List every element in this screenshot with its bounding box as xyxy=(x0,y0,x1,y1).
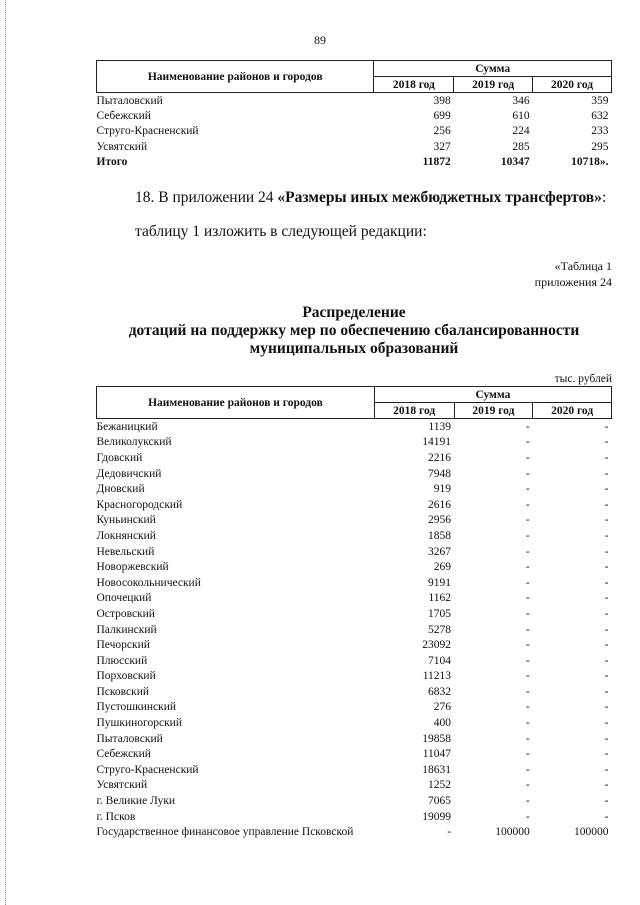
paragraph-amendment-prefix: 18. В приложении 24 xyxy=(135,189,278,206)
paragraph-amendment xyxy=(135,189,606,207)
title-line1: Распределение xyxy=(302,304,406,321)
row-name: Великолукский xyxy=(96,436,172,449)
value-2020: - xyxy=(604,607,609,620)
table-row xyxy=(97,653,612,669)
table-row xyxy=(97,637,612,653)
value-2020: - xyxy=(604,483,609,496)
value-2018: 7065 xyxy=(428,795,452,808)
total-2018: 11872 xyxy=(422,156,451,169)
value-2018: - xyxy=(447,826,452,839)
row-name: Псковский xyxy=(96,685,150,698)
value-2018: 11213 xyxy=(422,670,452,683)
value-2019: - xyxy=(525,498,530,511)
value-2019: - xyxy=(525,810,530,823)
value-2018: 6832 xyxy=(428,685,452,698)
value-2020: - xyxy=(604,685,609,698)
value-2019: - xyxy=(525,529,530,542)
value-2019: 285 xyxy=(512,140,530,153)
total-label: Итого xyxy=(96,156,128,169)
value-2019: - xyxy=(525,717,530,730)
row-name: Новоржевский xyxy=(96,561,169,574)
table-row xyxy=(97,108,612,123)
table-row xyxy=(97,419,612,435)
value-2018: 327 xyxy=(433,140,451,153)
value-2020: - xyxy=(604,701,609,714)
value-2020: - xyxy=(604,763,609,776)
column-header-year: 2020 год xyxy=(533,77,612,93)
column-header-name: Наименование районов и городов xyxy=(97,61,374,93)
value-2019: 610 xyxy=(512,110,530,123)
value-2019: - xyxy=(525,592,530,605)
value-2019: - xyxy=(525,607,530,620)
value-2020: 295 xyxy=(591,140,609,153)
value-2018: 1858 xyxy=(428,529,452,542)
value-2020: - xyxy=(604,545,609,558)
value-2019: 100000 xyxy=(495,826,530,839)
table-row xyxy=(97,824,612,840)
value-2020: - xyxy=(604,639,609,652)
value-2018: 699 xyxy=(433,110,451,123)
table-row xyxy=(97,622,612,638)
value-2018: 7104 xyxy=(428,654,452,667)
paragraph-amendment-suffix: : xyxy=(601,189,607,206)
table-row xyxy=(97,528,612,544)
value-2020: 632 xyxy=(591,110,609,123)
value-2020: - xyxy=(604,420,609,433)
value-2018: 276 xyxy=(433,701,452,714)
row-name: Себежский xyxy=(96,748,151,761)
value-2020: - xyxy=(604,717,609,730)
column-header-year: 2018 год xyxy=(374,403,454,419)
column-header-year: 2019 год xyxy=(454,403,533,419)
value-2018: 14191 xyxy=(422,436,452,449)
row-name: Струго-Красненский xyxy=(96,125,199,138)
value-2020: 233 xyxy=(591,125,609,138)
value-2018: 919 xyxy=(433,483,452,496)
value-2018: 2216 xyxy=(428,451,452,464)
column-header-year: 2018 год xyxy=(374,77,454,93)
row-name: Пыталовский xyxy=(96,94,163,107)
value-2019: - xyxy=(525,514,530,527)
table-row xyxy=(97,715,612,731)
value-2019: - xyxy=(525,561,530,574)
column-header-year: 2020 год xyxy=(533,403,612,419)
value-2018: 7948 xyxy=(428,467,452,480)
column-header-sum: Сумма xyxy=(374,387,611,403)
value-2018: 269 xyxy=(433,561,452,574)
title-line2: дотаций на поддержку мер по обеспечению сбалансированности xyxy=(128,322,580,339)
row-name: Новосокольнический xyxy=(96,576,201,589)
value-2018: 1162 xyxy=(428,592,452,605)
row-name: Печорский xyxy=(96,639,150,652)
table-row xyxy=(97,591,612,607)
row-name: Палкинский xyxy=(96,623,157,636)
value-2019: - xyxy=(525,763,530,776)
table-row xyxy=(97,497,612,513)
row-name: г. Великие Луки xyxy=(96,795,176,808)
table-row xyxy=(97,669,612,685)
value-2020: 100000 xyxy=(574,826,609,839)
value-2018: 1252 xyxy=(428,779,452,792)
table-row xyxy=(97,544,612,560)
value-2018: 19099 xyxy=(422,810,452,823)
value-2018: 256 xyxy=(433,125,451,138)
value-2020: - xyxy=(604,592,609,605)
value-2018: 398 xyxy=(433,94,451,107)
paragraph-amendment-bold: «Размеры иных межбюджетных трансфертов» xyxy=(277,189,602,206)
value-2020: 359 xyxy=(591,94,609,107)
left-margin-dotted-rule xyxy=(5,0,6,905)
table-row xyxy=(97,746,612,762)
value-2020: - xyxy=(604,748,609,761)
row-name: Островский xyxy=(96,607,155,620)
value-2019: 224 xyxy=(512,125,530,138)
row-name: Опочецкий xyxy=(96,592,152,605)
value-2019: - xyxy=(525,576,530,589)
column-header-year: 2019 год xyxy=(454,77,533,93)
value-2019: - xyxy=(525,436,530,449)
value-2019: - xyxy=(525,420,530,433)
row-name: Государственное финансовое управление Псковской xyxy=(96,826,354,839)
value-2019: - xyxy=(525,701,530,714)
table-row xyxy=(97,93,612,109)
row-name: Порховский xyxy=(96,670,156,683)
value-2018: 3267 xyxy=(428,545,452,558)
value-2019: - xyxy=(525,732,530,745)
units-label: тыс. рублей xyxy=(554,373,612,385)
value-2019: - xyxy=(525,670,530,683)
row-name: Невельский xyxy=(96,545,155,558)
value-2019: - xyxy=(525,467,530,480)
row-name: Красногородский xyxy=(96,498,183,511)
value-2020: - xyxy=(604,576,609,589)
table-row xyxy=(97,124,612,139)
value-2019: - xyxy=(525,483,530,496)
table-row xyxy=(97,778,612,794)
table-row xyxy=(97,793,612,809)
value-2018: 11047 xyxy=(422,748,452,761)
table-row xyxy=(97,762,612,778)
value-2019: - xyxy=(525,639,530,652)
table-reference-line2: приложения 24 xyxy=(534,275,612,289)
value-2018: 18631 xyxy=(422,763,452,776)
row-name: Пустошкинский xyxy=(96,701,177,714)
value-2020: - xyxy=(604,779,609,792)
page-number: 89 xyxy=(314,33,326,47)
table-title xyxy=(96,304,612,358)
table-reference xyxy=(535,258,612,290)
table-row xyxy=(97,809,612,825)
total-row xyxy=(97,155,612,170)
value-2018: 400 xyxy=(433,717,452,730)
row-name: Пыталовский xyxy=(96,732,163,745)
value-2019: 346 xyxy=(512,94,530,107)
value-2019: - xyxy=(525,685,530,698)
row-name: Локнянский xyxy=(96,529,156,542)
value-2020: - xyxy=(604,498,609,511)
value-2018: 9191 xyxy=(428,576,452,589)
value-2018: 5278 xyxy=(428,623,452,636)
value-2019: - xyxy=(525,779,530,792)
value-2020: - xyxy=(604,467,609,480)
value-2020: - xyxy=(604,561,609,574)
table-row xyxy=(97,466,612,482)
table-row xyxy=(97,450,612,466)
table-continuation xyxy=(96,60,612,170)
table-row xyxy=(97,700,612,716)
table-row xyxy=(97,139,612,154)
table-row xyxy=(97,435,612,451)
paragraph-instruction: таблицу 1 изложить в следующей редакции: xyxy=(135,223,427,240)
value-2020: - xyxy=(604,623,609,636)
value-2020: - xyxy=(604,810,609,823)
table-distribution xyxy=(96,386,612,840)
row-name: Усвятский xyxy=(96,140,148,153)
value-2018: 19858 xyxy=(422,732,452,745)
value-2018: 1705 xyxy=(428,607,452,620)
table-row xyxy=(97,606,612,622)
table-row xyxy=(97,575,612,591)
table-row xyxy=(97,731,612,747)
total-2019: 10347 xyxy=(500,156,530,169)
row-name: Плюсский xyxy=(96,654,148,667)
value-2020: - xyxy=(604,795,609,808)
value-2020: - xyxy=(604,670,609,683)
row-name: г. Псков xyxy=(96,810,136,823)
value-2020: - xyxy=(604,529,609,542)
value-2020: - xyxy=(604,451,609,464)
total-2020: 10718». xyxy=(571,156,609,169)
column-header-sum: Сумма xyxy=(374,61,612,77)
table-row xyxy=(97,513,612,529)
value-2020: - xyxy=(604,732,609,745)
value-2018: 2616 xyxy=(428,498,452,511)
title-line3: муниципальных образований xyxy=(249,340,459,357)
row-name: Куньинский xyxy=(96,514,156,527)
column-header-name: Наименование районов и городов xyxy=(97,387,375,419)
value-2019: - xyxy=(525,451,530,464)
table-row xyxy=(97,481,612,497)
value-2019: - xyxy=(525,654,530,667)
row-name: Себежский xyxy=(96,110,151,123)
table-row xyxy=(97,559,612,575)
row-name: Дедовичский xyxy=(96,467,162,480)
row-name: Пушкиногорский xyxy=(96,717,182,730)
value-2018: 23092 xyxy=(422,639,452,652)
value-2018: 1139 xyxy=(428,420,452,433)
value-2020: - xyxy=(604,436,609,449)
value-2019: - xyxy=(525,748,530,761)
row-name: Гдовский xyxy=(96,451,143,464)
table-reference-line1: «Таблица 1 xyxy=(554,259,612,273)
row-name: Бежаницкий xyxy=(96,420,158,433)
value-2020: - xyxy=(604,654,609,667)
row-name: Усвятский xyxy=(96,779,148,792)
value-2020: - xyxy=(604,514,609,527)
value-2018: 2956 xyxy=(428,514,452,527)
value-2019: - xyxy=(525,623,530,636)
table-row xyxy=(97,684,612,700)
row-name: Дновский xyxy=(96,483,145,496)
value-2019: - xyxy=(525,795,530,808)
value-2019: - xyxy=(525,545,530,558)
row-name: Струго-Красненский xyxy=(96,763,199,776)
